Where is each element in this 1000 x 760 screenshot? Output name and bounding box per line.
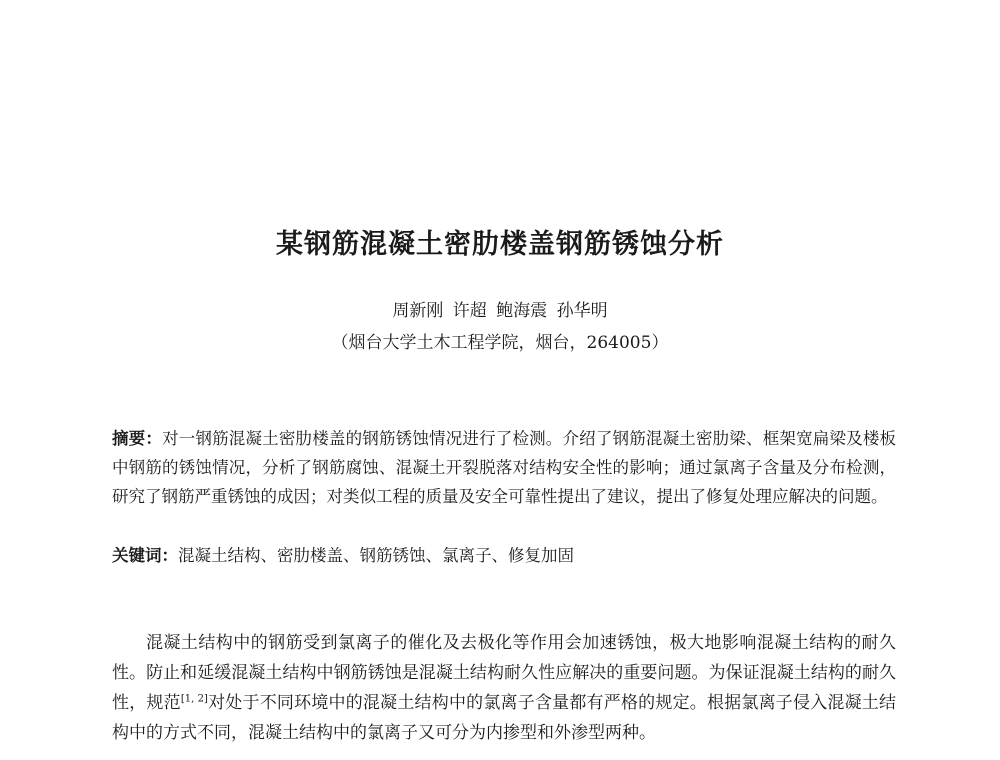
abstract-label: 摘要： — [112, 429, 163, 448]
citation-reference: [1, 2] — [180, 693, 208, 705]
abstract-paragraph — [112, 424, 896, 511]
body-text-part2: 对处于不同环境中的混凝土结构中的氯离子含量都有严格的规定。根据氯离子侵入混凝土结构中的方式不同，混凝土结构中的氯离子又可分为内掺型和外渗型两种。 — [112, 693, 897, 743]
paper-title: 某钢筋混凝土密肋楼盖钢筋锈蚀分析 — [276, 229, 724, 260]
abstract-text: 对一钢筋混凝土密肋楼盖的钢筋锈蚀情况进行了检测。介绍了钢筋混凝土密肋梁、框架宽扁梁及楼板中钢筋的锈蚀情况，分析了钢筋腐蚀、混凝土开裂脱落对结构安全性的影响；通过氯离子含量及分布检测，研究了钢筋严重锈蚀的成因；对类似工程的质量及安全可靠性提出了建议，提出了修复处理应解决的问题。 — [112, 429, 897, 506]
body-text-part1: 混凝土结构中的钢筋受到氯离子的催化及去极化等作用会加速锈蚀，极大地影响混凝土结构的耐久性。防止和延缓混凝土结构中钢筋锈蚀是混凝土结构耐久性应解决的重要问题。为保证混凝土结构的耐久性，规范 — [112, 633, 896, 713]
keywords-text: 混凝土结构、密肋楼盖、钢筋锈蚀、氯离子、修复加固 — [178, 546, 574, 565]
keywords-label: 关键词： — [112, 546, 178, 565]
keywords-paragraph — [112, 541, 896, 570]
paper-authors: 周新刚 许超 鲍海震 孙华明 — [392, 301, 608, 321]
paper-affiliation: （烟台大学土木工程学院，烟台，264005） — [331, 333, 669, 353]
body-paragraph — [112, 628, 896, 748]
